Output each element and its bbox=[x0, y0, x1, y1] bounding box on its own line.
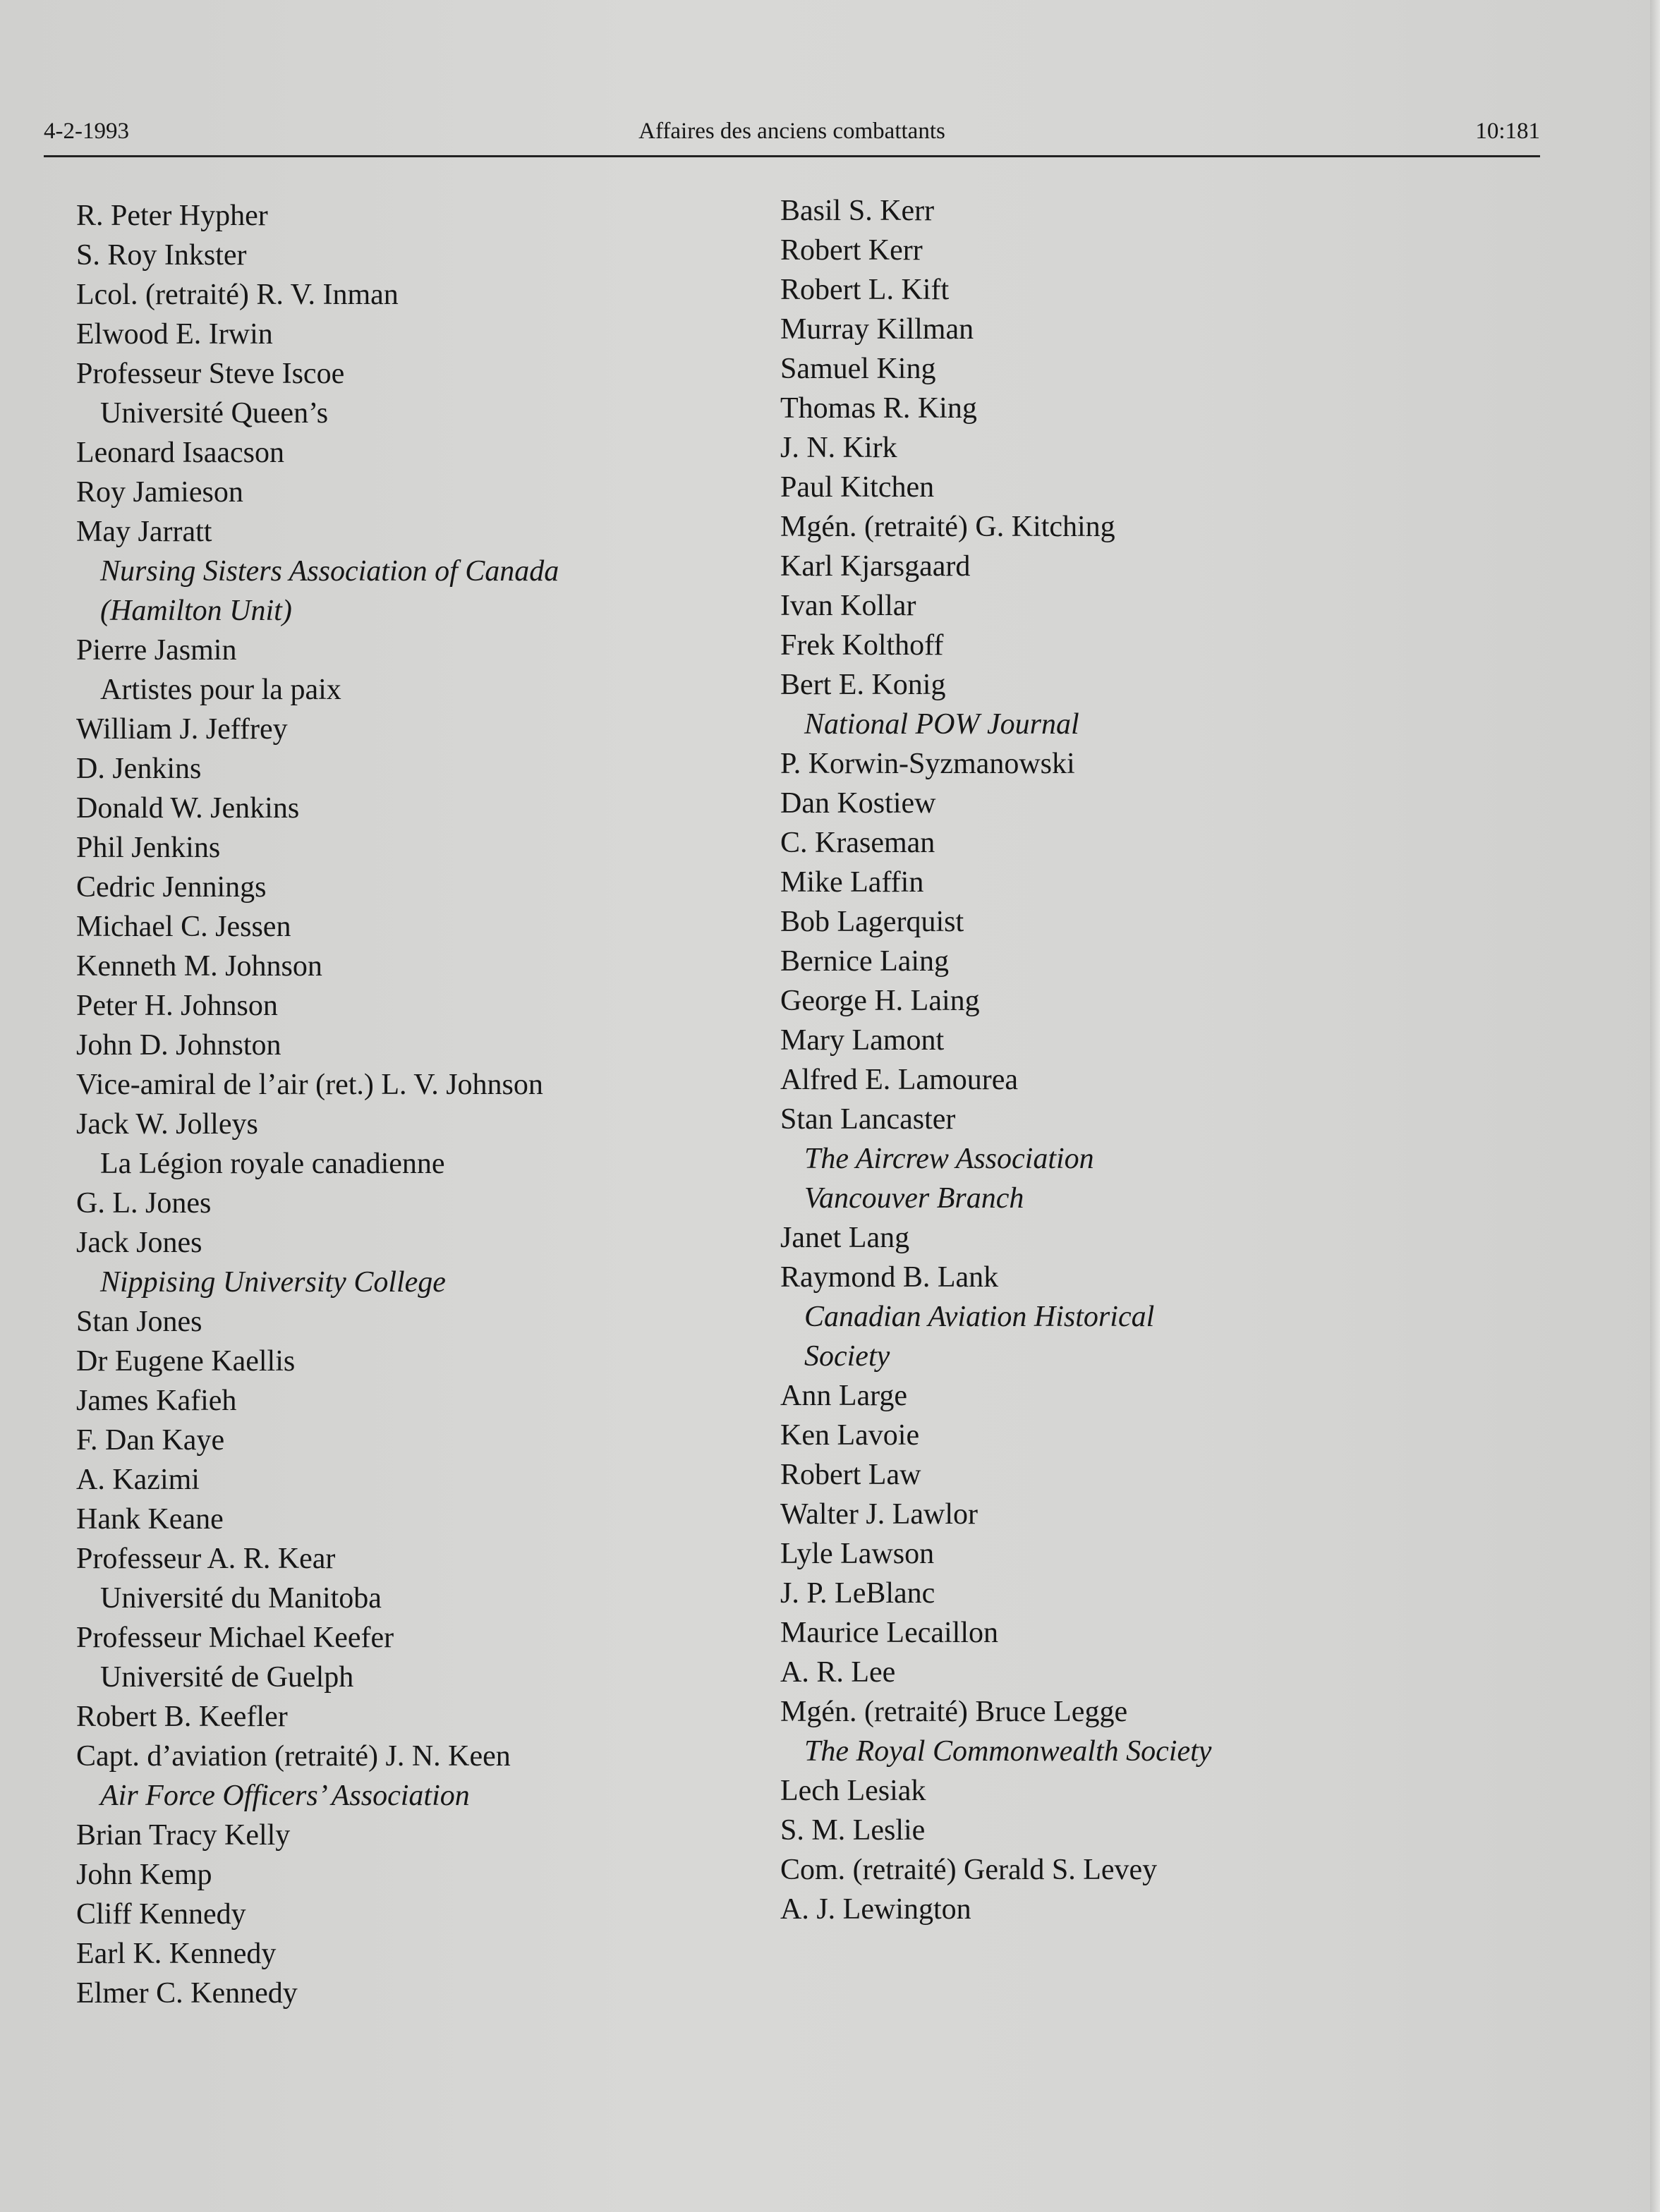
running-head bbox=[44, 119, 1540, 154]
list-item-name: Elwood E. Irwin bbox=[76, 318, 273, 351]
left-column-list bbox=[76, 196, 753, 2013]
list-item-name: Vice-amiral de l’air (ret.) L. V. Johnson bbox=[76, 1069, 543, 1101]
list-item-name: Robert Kerr bbox=[780, 234, 923, 267]
list-item-name: Bert E. Konig bbox=[780, 669, 946, 701]
list-item-name: Professeur Steve Iscoe bbox=[76, 358, 345, 390]
list-item-name: Mgén. (retraité) G. Kitching bbox=[780, 511, 1115, 543]
list-item-affiliation: (Hamilton Unit) bbox=[100, 595, 292, 627]
list-item-affiliation: Vancouver Branch bbox=[804, 1182, 1024, 1215]
list-item-name: Bob Lagerquist bbox=[780, 906, 964, 938]
header-page-number: 10:181 bbox=[1475, 119, 1540, 144]
list-item-name: A. J. Lewington bbox=[780, 1893, 971, 1926]
list-item-name: May Jarratt bbox=[76, 516, 212, 548]
list-item-name: John D. Johnston bbox=[76, 1029, 281, 1062]
list-item-name: Karl Kjarsgaard bbox=[780, 550, 971, 583]
list-item-name: F. Dan Kaye bbox=[76, 1424, 225, 1457]
list-item-name: J. P. LeBlanc bbox=[780, 1577, 935, 1610]
list-item-name: Alfred E. Lamourea bbox=[780, 1064, 1019, 1096]
list-item-affiliation: Nippising University College bbox=[100, 1266, 446, 1299]
list-item-affiliation: Canadian Aviation Historical bbox=[804, 1301, 1155, 1333]
list-item-name: Lcol. (retraité) R. V. Inman bbox=[76, 279, 399, 311]
list-item-name: J. N. Kirk bbox=[780, 432, 897, 464]
right-column-list bbox=[780, 191, 1486, 1929]
list-item-name: Leonard Isaacson bbox=[76, 437, 285, 469]
list-item-name: John Kemp bbox=[76, 1859, 212, 1891]
list-item-name: William J. Jeffrey bbox=[76, 713, 288, 746]
list-item-name: Bernice Laing bbox=[780, 945, 950, 978]
list-item-name: James Kafieh bbox=[76, 1385, 237, 1417]
list-item-name: Thomas R. King bbox=[780, 392, 977, 425]
list-item-name: Samuel King bbox=[780, 353, 936, 385]
list-item-name: Ivan Kollar bbox=[780, 590, 916, 622]
list-item-name: Jack W. Jolleys bbox=[76, 1108, 258, 1141]
list-item-affiliation: Université de Guelph bbox=[100, 1661, 354, 1694]
list-item-name: Peter H. Johnson bbox=[76, 990, 278, 1022]
header-date: 4-2-1993 bbox=[44, 119, 129, 144]
list-item-affiliation: The Royal Commonwealth Society bbox=[804, 1735, 1212, 1768]
list-item-name: Professeur Michael Keefer bbox=[76, 1622, 394, 1654]
list-item-affiliation: Université du Manitoba bbox=[100, 1582, 382, 1615]
list-item-name: Raymond B. Lank bbox=[780, 1261, 999, 1294]
list-item-affiliation: Nursing Sisters Association of Canada bbox=[100, 555, 559, 588]
list-item-affiliation: Air Force Officers’ Association bbox=[100, 1780, 470, 1812]
list-item-name: A. Kazimi bbox=[76, 1464, 200, 1496]
list-item-name: A. R. Lee bbox=[780, 1656, 896, 1689]
list-item-name: S. Roy Inkster bbox=[76, 239, 247, 272]
list-item-name: Pierre Jasmin bbox=[76, 634, 237, 667]
list-item-name: Brian Tracy Kelly bbox=[76, 1819, 291, 1852]
list-item-name: Capt. d’aviation (retraité) J. N. Keen bbox=[76, 1740, 511, 1773]
list-item-affiliation: Université Queen’s bbox=[100, 397, 329, 430]
list-item-name: Stan Jones bbox=[76, 1306, 202, 1338]
list-item-affiliation: La Légion royale canadienne bbox=[100, 1148, 445, 1180]
list-item-name: Earl K. Kennedy bbox=[76, 1938, 277, 1970]
list-item-name: Mike Laffin bbox=[780, 866, 924, 899]
list-item-name: G. L. Jones bbox=[76, 1187, 212, 1220]
header-rule bbox=[44, 155, 1540, 157]
list-item-name: Professeur A. R. Kear bbox=[76, 1543, 336, 1575]
list-item-name: Phil Jenkins bbox=[76, 832, 221, 864]
list-item-name: Ken Lavoie bbox=[780, 1419, 920, 1452]
list-item-name: Robert Law bbox=[780, 1459, 921, 1491]
list-item-name: Paul Kitchen bbox=[780, 471, 935, 504]
list-item-affiliation: Artistes pour la paix bbox=[100, 674, 341, 706]
list-item-name: Lech Lesiak bbox=[780, 1775, 926, 1807]
list-item-name: Michael C. Jessen bbox=[76, 911, 291, 943]
list-item-name: Donald W. Jenkins bbox=[76, 792, 300, 825]
list-item-name: Elmer C. Kennedy bbox=[76, 1977, 298, 2010]
list-item-affiliation: The Aircrew Association bbox=[804, 1143, 1094, 1175]
list-item-name: C. Kraseman bbox=[780, 827, 935, 859]
list-item-name: Com. (retraité) Gerald S. Levey bbox=[780, 1854, 1158, 1886]
list-item-name: Kenneth M. Johnson bbox=[76, 950, 322, 983]
list-item-name: R. Peter Hypher bbox=[76, 200, 268, 232]
list-item-name: Maurice Lecaillon bbox=[780, 1617, 999, 1649]
list-item-name: Dan Kostiew bbox=[780, 787, 936, 820]
list-item-name: Robert L. Kift bbox=[780, 274, 950, 306]
list-item-name: Mgén. (retraité) Bruce Legge bbox=[780, 1696, 1128, 1728]
list-item-name: D. Jenkins bbox=[76, 753, 202, 785]
list-item-affiliation: National POW Journal bbox=[804, 708, 1079, 741]
list-item-name: Murray Killman bbox=[780, 313, 974, 346]
page-edge bbox=[1650, 0, 1660, 2212]
list-item-name: S. M. Leslie bbox=[780, 1814, 926, 1847]
list-item-name: Robert B. Keefler bbox=[76, 1701, 288, 1733]
list-item-name: Lyle Lawson bbox=[780, 1538, 935, 1570]
list-item-name: Mary Lamont bbox=[780, 1024, 945, 1057]
list-item-name: Janet Lang bbox=[780, 1222, 910, 1254]
list-item-name: Walter J. Lawlor bbox=[780, 1498, 979, 1531]
list-item-affiliation: Society bbox=[804, 1340, 890, 1373]
list-item-name: Basil S. Kerr bbox=[780, 195, 935, 227]
list-item-name: Jack Jones bbox=[76, 1227, 202, 1259]
header-title: Affaires des anciens combattants bbox=[638, 119, 945, 144]
list-item-name: Cedric Jennings bbox=[76, 871, 267, 904]
list-item-name: Frek Kolthoff bbox=[780, 629, 944, 662]
list-item-name: Cliff Kennedy bbox=[76, 1898, 246, 1931]
list-item-name: Hank Keane bbox=[76, 1503, 224, 1536]
list-item-name: P. Korwin-Syzmanowski bbox=[780, 748, 1075, 780]
list-item-name: Ann Large bbox=[780, 1380, 907, 1412]
list-item-name: Stan Lancaster bbox=[780, 1103, 956, 1136]
list-item-name: Roy Jamieson bbox=[76, 476, 243, 509]
list-item-name: Dr Eugene Kaellis bbox=[76, 1345, 296, 1378]
list-item-name: George H. Laing bbox=[780, 985, 980, 1017]
